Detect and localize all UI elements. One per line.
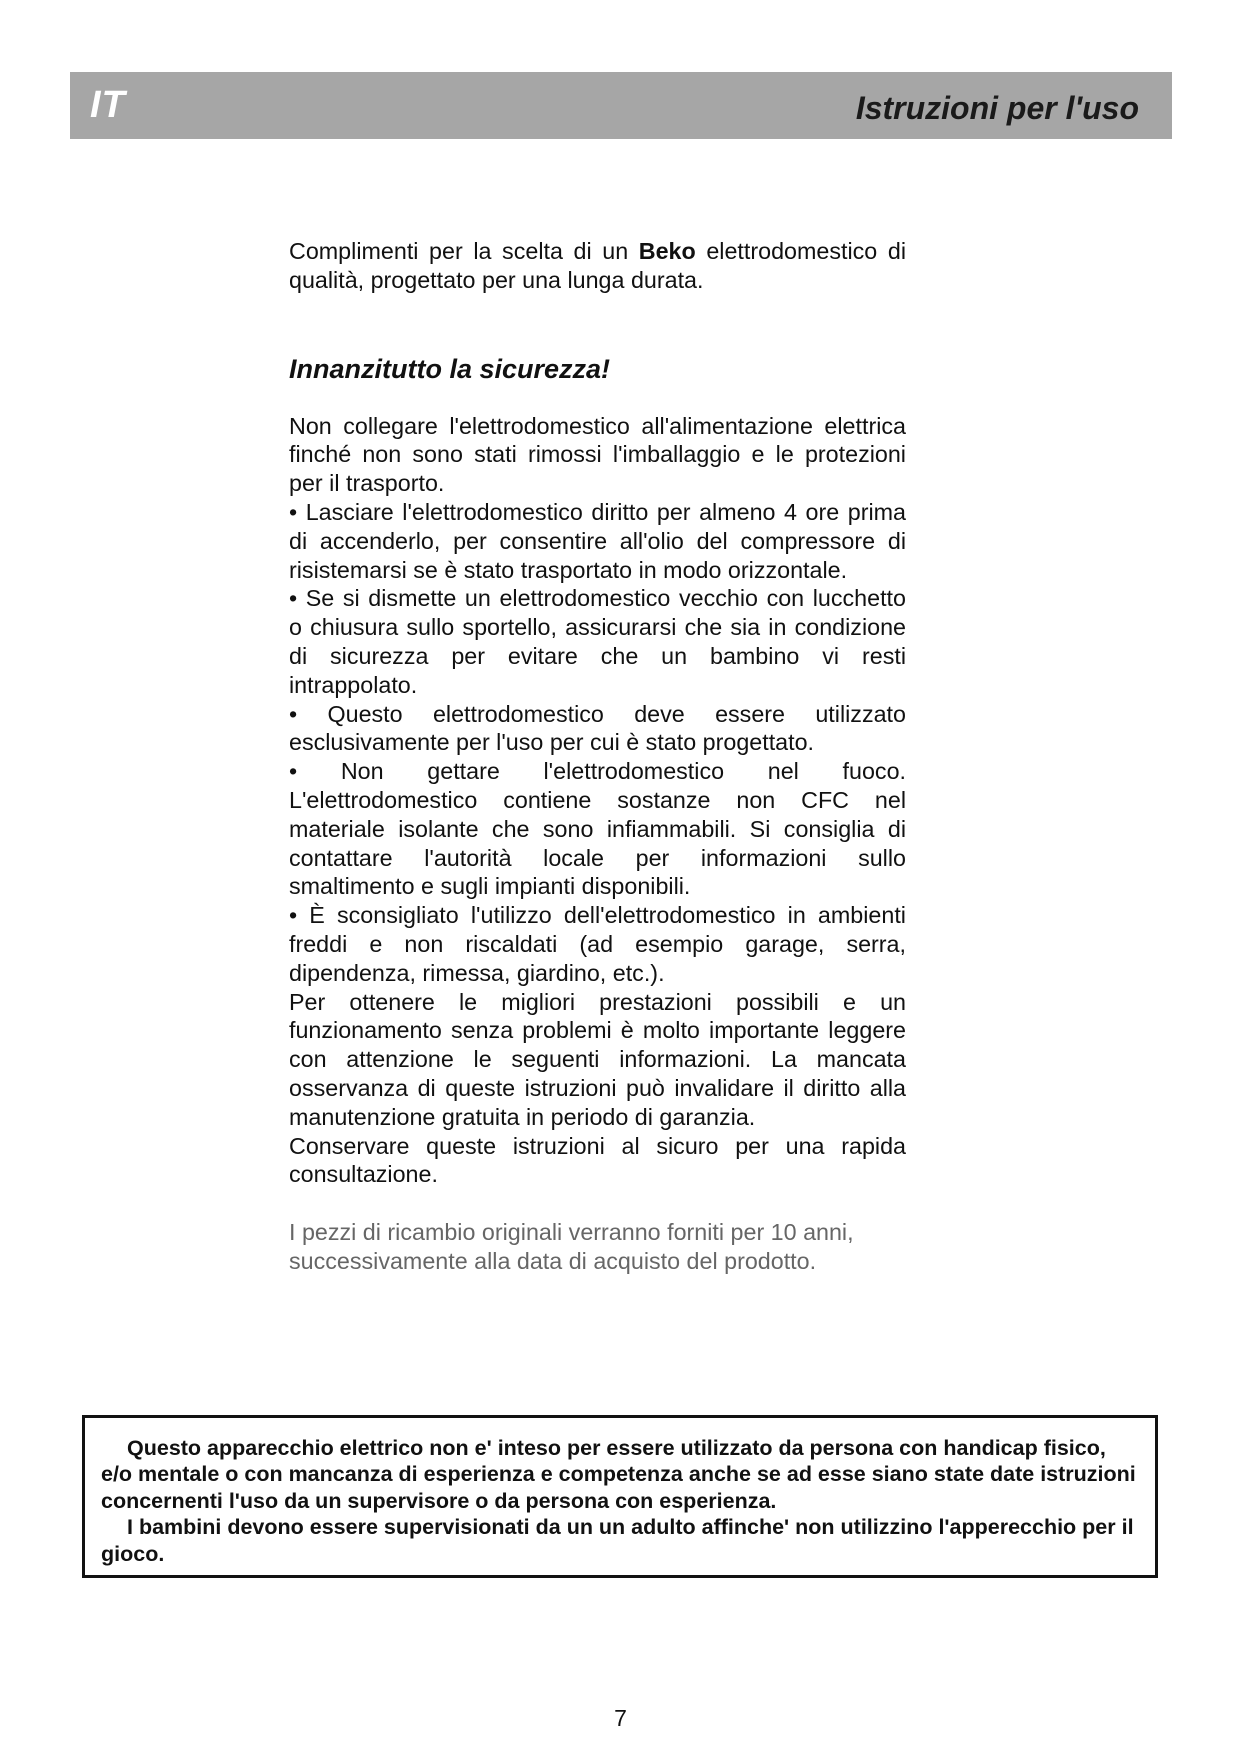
main-content	[289, 237, 906, 1276]
safety-paragraph-unpack: Non collegare l'elettrodomestico all'alimentazione elettrica finché non sono stati rimossi l'imballaggio e le protezioni per il trasporto.	[289, 412, 906, 497]
document-title: Istruzioni per l'uso	[855, 90, 1139, 126]
safety-bullet-upright: • Lasciare l'elettrodomestico diritto per almeno 4 ore prima di accenderlo, per consentire all'olio del compressore di risistemarsi se è stato trasportato in modo orizzontale.	[289, 498, 906, 583]
keep-instructions-paragraph: Conservare queste istruzioni al sicuro per una rapida consultazione.	[289, 1132, 906, 1188]
intro-text-before-brand: Complimenti per la scelta di un	[289, 238, 639, 264]
safety-bullet-cold-rooms: • È sconsigliato l'utilizzo dell'elettrodomestico in ambienti freddi e non riscaldati (ad esempio garage, serra, dipendenza, rimessa, giardino, etc.).	[289, 902, 906, 986]
safety-bullet-old-appliance: • Se si dismette un elettrodomestico vecchio con lucchetto o chiusura sullo sportello, assicurarsi che sia in condizione di sicurezza per evitare che un bambino vi resti intrappolato.	[289, 585, 906, 698]
header-bar	[70, 72, 1172, 139]
performance-paragraph: Per ottenere le migliori prestazioni possibili e un funzionamento senza problemi è molto importante leggere con attenzione le seguenti informazioni. La mancata osservanza di queste istruzioni può invalidare il diritto alla manutenzione gratuita in periodo di garanzia.	[289, 988, 906, 1130]
spare-parts-note: I pezzi di ricambio originali verranno forniti per 10 anni, successivamente alla data di acquisto del prodotto.	[289, 1219, 854, 1274]
notice-disability-text: Questo apparecchio elettrico non e' inteso per essere utilizzato da persona con handicap fisico, e/o mentale o con mancanza di esperienza e competenza anche se ad esse siano state date istruzioni concernenti l'uso da un supervisore o da persona con esperienza.	[101, 1436, 1136, 1513]
brand-name: Beko	[638, 238, 696, 264]
page-number: 7	[614, 1705, 627, 1731]
safety-bullet-intended-use: • Questo elettrodomestico deve essere utilizzato esclusivamente per l'uso per cui è stato progettato.	[289, 700, 906, 756]
safety-bullet-fire: • Non gettare l'elettrodomestico nel fuoco. L'elettrodomestico contiene sostanze non CFC nel materiale isolante che sono infiammabili. Si consiglia di contattare l'autorità locale per informazioni sullo smaltimento e sugli impianti disponibili.	[289, 758, 906, 900]
notice-children-text: I bambini devono essere supervisionati da un un adulto affinche' non utilizzino l'apperecchio per il gioco.	[101, 1515, 1134, 1566]
intro-paragraph	[289, 237, 906, 295]
language-code: IT	[90, 84, 126, 126]
intro-text-after-brand: elettrodomestico di qualità, progettato per una lunga durata.	[289, 238, 906, 293]
notice-box	[82, 1415, 1158, 1578]
safety-section-title: Innanzitutto la sicurezza!	[289, 353, 611, 384]
